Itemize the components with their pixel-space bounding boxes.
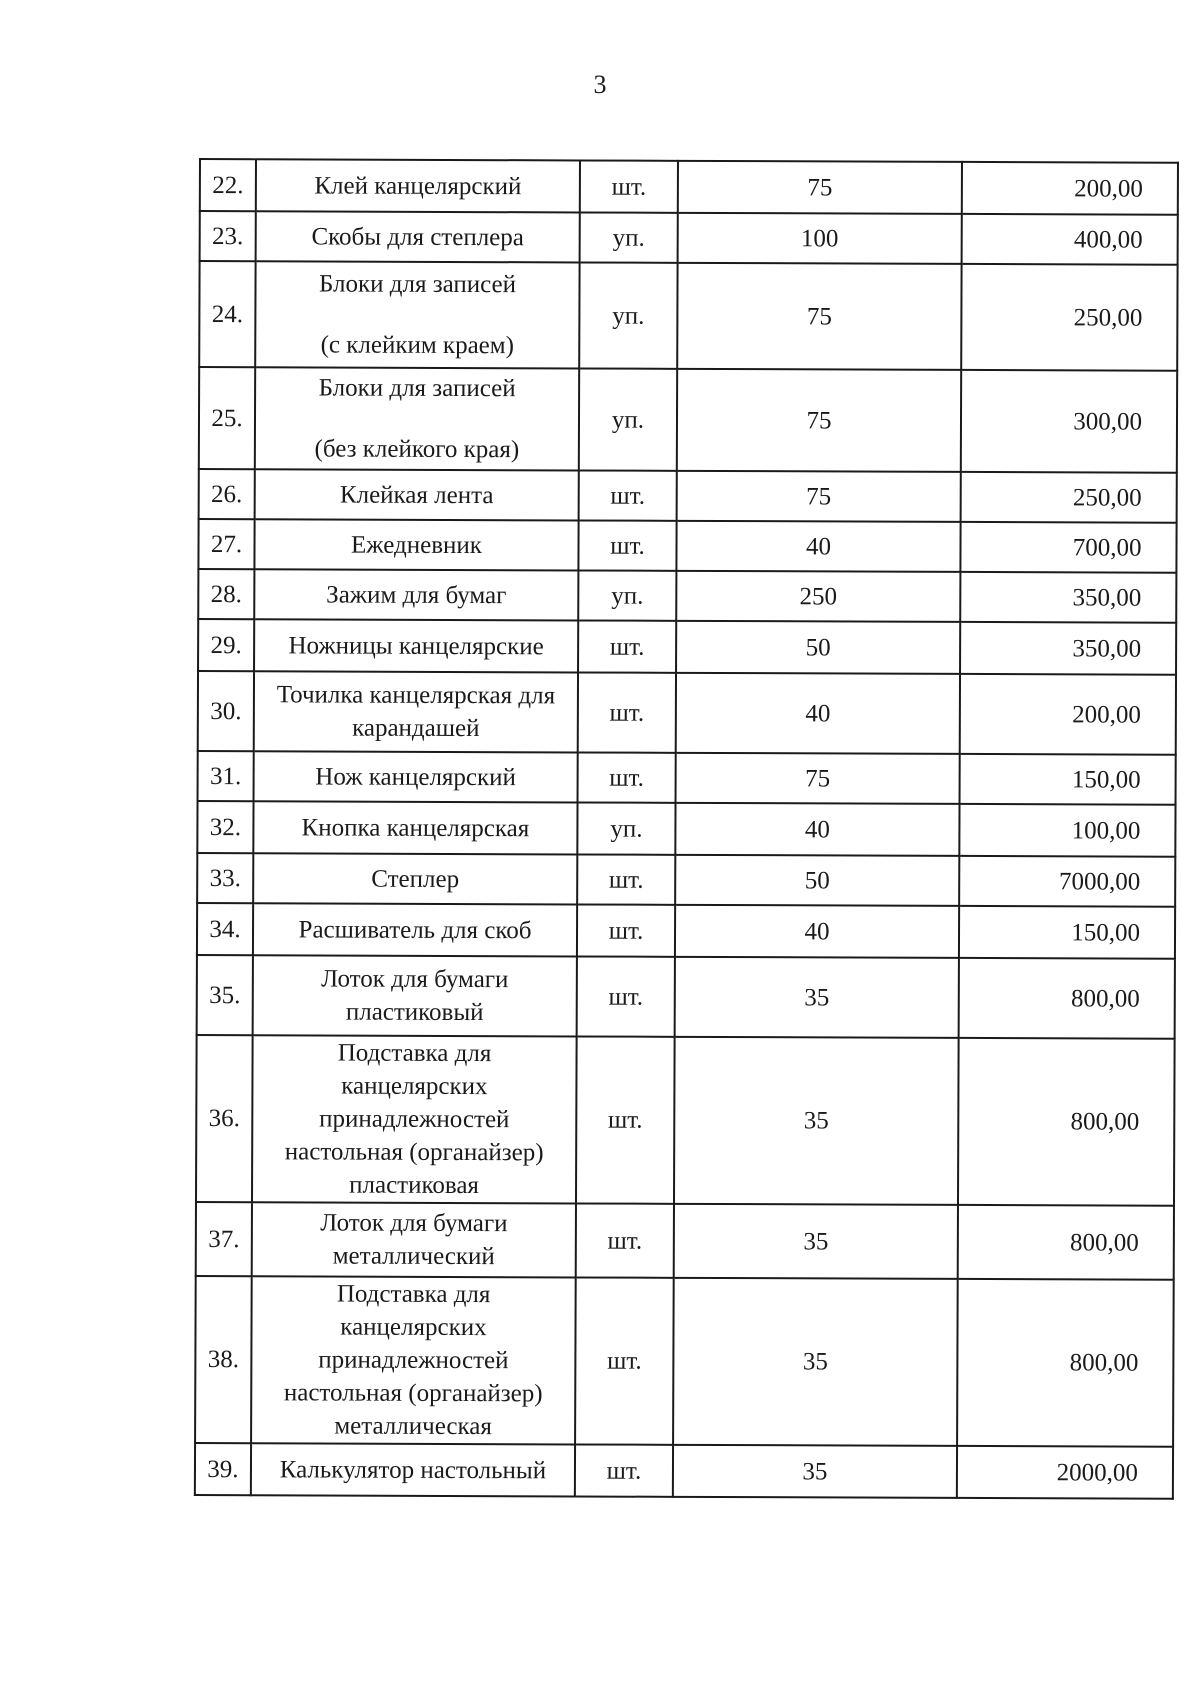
item-quantity: 75 xyxy=(676,753,960,804)
table-row xyxy=(198,671,1176,755)
row-number: 37. xyxy=(196,1202,252,1276)
item-price: 2000,00 xyxy=(957,1446,1173,1499)
item-price: 350,00 xyxy=(960,572,1176,623)
item-name-line: Точилка канцелярская для xyxy=(276,681,556,710)
item-price: 200,00 xyxy=(962,162,1178,215)
table-row xyxy=(199,367,1177,473)
item-name xyxy=(252,1202,576,1277)
item-name xyxy=(254,619,578,672)
item-unit: уп. xyxy=(579,262,677,368)
item-name-line: канцелярских xyxy=(340,1313,487,1342)
row-number: 34. xyxy=(197,903,253,955)
item-price: 150,00 xyxy=(959,906,1175,959)
item-quantity: 40 xyxy=(675,905,959,958)
item-name-line: Скобы для степлера xyxy=(311,222,524,251)
item-name xyxy=(251,1276,576,1444)
item-name xyxy=(256,159,580,212)
item-price: 250,00 xyxy=(961,264,1177,371)
table-row xyxy=(197,853,1175,907)
items-table-body xyxy=(195,159,1178,1499)
item-name-line: Подставка для xyxy=(336,1280,491,1309)
item-quantity: 40 xyxy=(675,803,959,856)
row-number: 38. xyxy=(195,1276,252,1443)
item-name-line: Лоток для бумаги xyxy=(320,1209,508,1238)
table-row xyxy=(200,211,1178,265)
row-number: 24. xyxy=(199,261,255,367)
item-name-line: принадлежностей xyxy=(318,1346,509,1375)
row-number: 28. xyxy=(198,569,254,619)
line-spacer xyxy=(262,300,572,329)
item-name-line: Кнопка канцелярская xyxy=(301,813,530,842)
item-name-line: принадлежностей xyxy=(319,1105,510,1134)
item-quantity: 50 xyxy=(676,621,960,674)
item-unit: шт. xyxy=(577,904,675,956)
row-number: 29. xyxy=(198,619,254,671)
item-unit: шт. xyxy=(576,1036,675,1203)
item-unit: шт. xyxy=(575,1444,673,1496)
item-name xyxy=(254,671,578,752)
item-name xyxy=(253,853,577,904)
item-quantity: 35 xyxy=(674,1037,959,1205)
item-quantity: 75 xyxy=(677,471,961,522)
table-row xyxy=(199,261,1177,371)
table-row xyxy=(198,751,1176,805)
item-price: 300,00 xyxy=(961,370,1177,473)
item-name-line: Калькулятор настольный xyxy=(279,1455,547,1484)
item-quantity: 40 xyxy=(676,521,960,572)
item-quantity: 75 xyxy=(677,369,961,472)
item-name-line: Нож канцелярский xyxy=(315,762,517,791)
item-name-line: Подставка для xyxy=(337,1039,492,1068)
item-name-line: (с клейким краем) xyxy=(320,331,515,360)
item-name xyxy=(254,751,578,802)
items-table xyxy=(194,158,1179,1500)
item-name xyxy=(252,1035,577,1203)
item-name xyxy=(251,1443,575,1496)
item-name xyxy=(253,903,577,956)
item-quantity: 35 xyxy=(673,1278,958,1446)
item-price: 400,00 xyxy=(962,214,1178,265)
table-row xyxy=(199,469,1177,523)
row-number: 36. xyxy=(196,1035,253,1202)
item-price: 7000,00 xyxy=(959,856,1175,907)
item-name xyxy=(253,955,577,1036)
item-unit: шт. xyxy=(578,620,676,672)
item-quantity: 250 xyxy=(676,571,960,622)
row-number: 31. xyxy=(198,751,254,801)
item-price: 800,00 xyxy=(957,1279,1174,1447)
table-row xyxy=(198,619,1176,675)
item-name-line: Клейкая лента xyxy=(339,481,494,509)
line-spacer xyxy=(262,404,572,433)
table-row xyxy=(197,955,1175,1039)
item-name xyxy=(254,519,578,570)
item-price: 150,00 xyxy=(960,754,1176,805)
item-name-line: Ежедневник xyxy=(351,531,483,559)
item-name-line: Расшиватель для скоб xyxy=(298,915,532,944)
item-price: 100,00 xyxy=(959,804,1175,857)
row-number: 25. xyxy=(199,367,255,469)
item-unit: шт. xyxy=(575,1277,674,1444)
item-name xyxy=(255,469,579,520)
item-name-line: металлический xyxy=(332,1242,495,1271)
row-number: 23. xyxy=(200,211,256,261)
item-price: 250,00 xyxy=(961,472,1177,523)
item-name xyxy=(255,261,579,368)
item-name-line: Клей канцелярский xyxy=(314,171,522,200)
item-name-line: настольная (органайзер) xyxy=(284,1138,544,1167)
row-number: 26. xyxy=(199,469,255,519)
item-price: 800,00 xyxy=(958,1205,1174,1280)
item-unit: уп. xyxy=(578,570,676,620)
row-number: 39. xyxy=(195,1443,251,1495)
item-name-line: металлическая xyxy=(334,1412,492,1441)
row-number: 33. xyxy=(197,853,253,903)
item-unit: шт. xyxy=(578,520,676,570)
item-name-line: карандашей xyxy=(352,714,480,743)
item-unit: уп. xyxy=(580,212,678,262)
item-name-line: Ножницы канцелярские xyxy=(288,631,544,660)
table-row xyxy=(198,569,1176,623)
item-name-line: канцелярских xyxy=(341,1072,488,1101)
item-price: 800,00 xyxy=(958,1038,1175,1206)
item-name-line: Лоток для бумаги xyxy=(321,965,509,994)
row-number: 35. xyxy=(197,955,253,1035)
table-row xyxy=(196,1035,1175,1206)
item-name xyxy=(256,211,580,262)
item-name xyxy=(255,367,579,470)
item-unit: шт. xyxy=(579,470,677,520)
item-name-line: Степлер xyxy=(371,865,460,893)
table-row xyxy=(197,903,1175,959)
item-unit: уп. xyxy=(577,802,675,854)
item-price: 200,00 xyxy=(960,674,1176,755)
row-number: 32. xyxy=(197,801,253,853)
item-name-line: Блоки для записей xyxy=(318,374,516,403)
item-name-line: Зажим для бумаг xyxy=(326,580,507,609)
item-name-line: пластиковый xyxy=(345,998,484,1027)
table-row xyxy=(195,1443,1173,1499)
row-number: 30. xyxy=(198,671,254,751)
item-quantity: 75 xyxy=(677,263,961,370)
table-row xyxy=(196,1202,1174,1280)
item-quantity: 100 xyxy=(678,213,962,264)
item-name-line: пластиковая xyxy=(349,1171,480,1200)
page-number: 3 xyxy=(593,70,607,99)
item-name-line: настольная (органайзер) xyxy=(283,1379,543,1408)
item-quantity: 40 xyxy=(676,673,960,754)
table-row xyxy=(200,159,1178,215)
item-quantity: 50 xyxy=(675,855,959,906)
table-row xyxy=(198,519,1176,573)
item-name xyxy=(253,801,577,854)
item-unit: шт. xyxy=(577,956,675,1036)
table-row xyxy=(195,1276,1174,1447)
row-number: 22. xyxy=(200,159,256,211)
item-unit: шт. xyxy=(576,1203,674,1277)
item-unit: шт. xyxy=(580,160,678,212)
item-quantity: 35 xyxy=(673,1445,957,1498)
item-price: 700,00 xyxy=(960,522,1176,573)
row-number: 27. xyxy=(198,519,254,569)
item-quantity: 35 xyxy=(675,957,959,1038)
item-name-line: (без клейкого края) xyxy=(314,435,520,464)
item-quantity: 35 xyxy=(674,1204,958,1279)
item-price: 800,00 xyxy=(959,958,1175,1039)
item-unit: шт. xyxy=(578,672,676,752)
item-price: 350,00 xyxy=(960,622,1176,675)
item-quantity: 75 xyxy=(678,161,962,214)
item-unit: шт. xyxy=(578,752,676,802)
item-name xyxy=(254,569,578,620)
item-name-line: Блоки для записей xyxy=(318,270,517,299)
item-unit: шт. xyxy=(577,854,675,904)
item-unit: уп. xyxy=(579,368,677,470)
table-row xyxy=(197,801,1175,857)
